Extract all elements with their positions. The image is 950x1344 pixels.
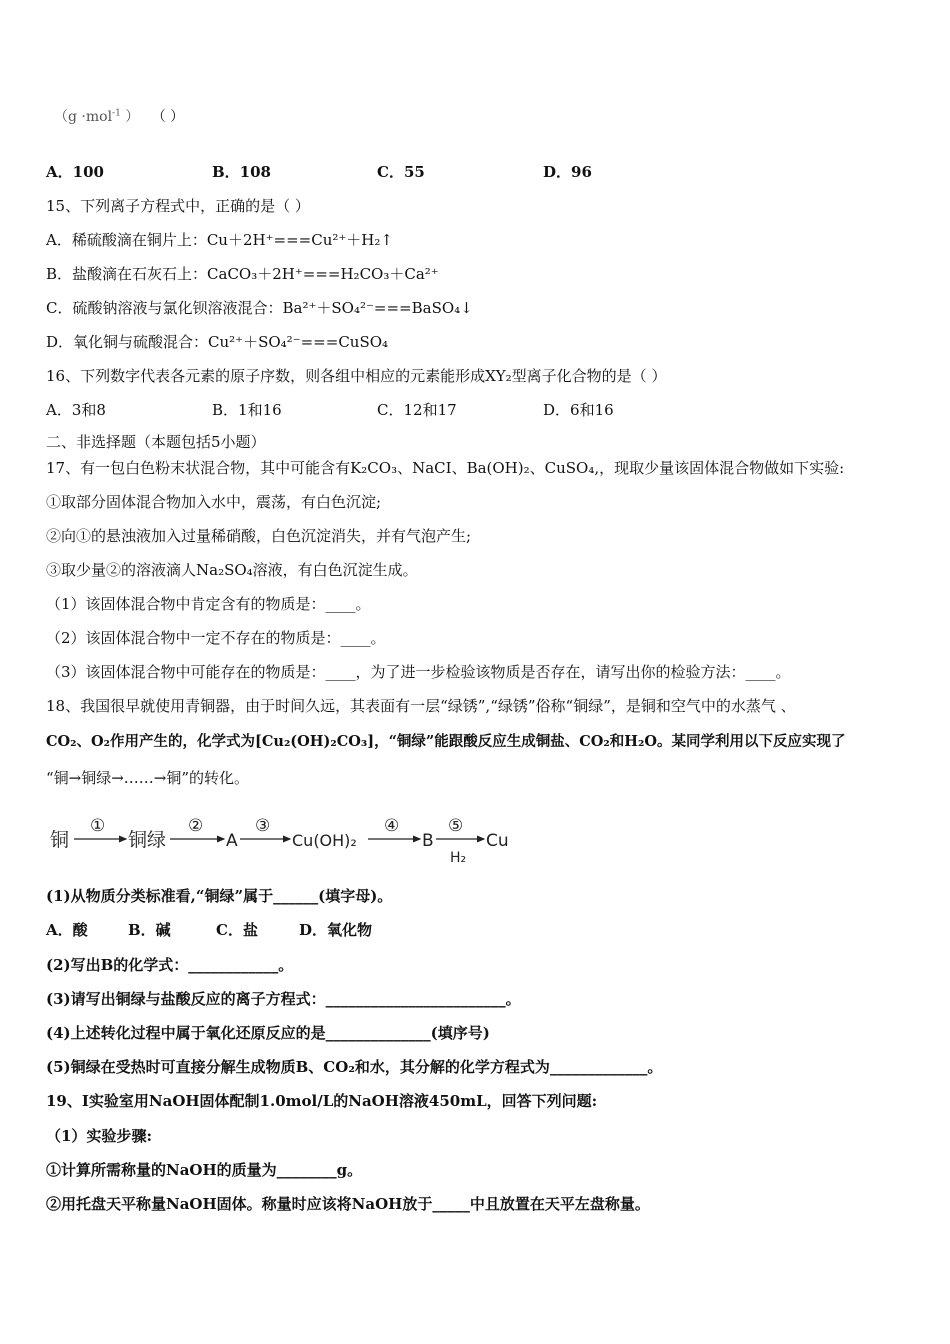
diagram-node-tonglv: 铜绿 <box>128 829 167 851</box>
q18-option-b: B．碱 <box>128 921 171 939</box>
q14-option-b: B．108 <box>212 163 271 181</box>
q18-line-1: 18、我国很早就使用青铜器，由于时间久远，其表面有一层“绿锈”,“绿锈”俗称“铜绿”，是铜和空气中的水蒸气 、 <box>46 697 796 715</box>
reaction-diagram <box>50 812 520 868</box>
q16-option-d: D．6和16 <box>543 401 614 419</box>
diagram-step-2: ② <box>188 816 204 836</box>
diagram-step-5: ⑤ <box>448 816 464 836</box>
diagram-node-cu-final: Cu <box>486 831 509 851</box>
q19-step-2: ②用托盘天平称量NaOH固体。称量时应该将NaOH放于_____中且放置在天平左盘称量。 <box>46 1195 650 1213</box>
diagram-reagent-h2: H₂ <box>450 850 467 866</box>
q17-step-2: ②向①的悬浊液加入过量稀硝酸，白色沉淀消失，并有气泡产生; <box>46 527 472 545</box>
diagram-step-3: ③ <box>255 816 271 836</box>
diagram-node-cu: 铜 <box>50 829 70 851</box>
q18-sub-5: (5)铜绿在受热时可直接分解生成物质B、CO₂和水，其分解的化学方程式为_____________。 <box>46 1058 663 1076</box>
diagram-step-4: ④ <box>384 816 400 836</box>
q18-option-c: C．盐 <box>216 921 258 939</box>
diagram-step-1: ① <box>90 816 106 836</box>
q15-option-c: C．硫酸钠溶液与氯化钡溶液混合：Ba²⁺＋SO₄²⁻===BaSO₄↓ <box>46 299 473 317</box>
diagram-node-b: B <box>422 831 434 851</box>
q14-options <box>46 162 592 182</box>
diagram-node-cuoh2: Cu(OH)₂ <box>292 831 357 850</box>
q17-sub-2: （2）该固体混合物中一定不存在的物质是：____。 <box>46 629 386 647</box>
unit-exponent: -1 <box>112 108 121 119</box>
unit-paren-close: ） <box>125 109 140 125</box>
q18-sub-3: (3)请写出铜绿与盐酸反应的离子方程式：________________________。 <box>46 990 521 1008</box>
q17-step-3: ③取少量②的溶液滴人Na₂SO₄溶液，有白色沉淀生成。 <box>46 561 418 579</box>
q19-sub-1: （1）实验步骤: <box>46 1127 152 1145</box>
q17-step-1: ①取部分固体混合物加入水中，震荡，有白色沉淀; <box>46 493 382 511</box>
q18-line-3: “铜→铜绿→……→铜”的转化。 <box>46 769 250 787</box>
q14-option-a: A．100 <box>46 163 104 181</box>
q16-options <box>46 400 614 420</box>
q18-sub-4: (4)上述转化过程中属于氧化还原反应的是______________(填序号) <box>46 1024 490 1042</box>
q18-sub-1: (1)从物质分类标准看,“铜绿”属于______(填字母)。 <box>46 887 393 905</box>
answer-paren: （ ） <box>151 109 185 125</box>
diagram-node-a: A <box>226 831 238 851</box>
q18-option-a: A．酸 <box>46 921 88 939</box>
section-heading: 二、非选择题（本题包括5小题） <box>46 433 266 451</box>
q16-stem: 16、下列数字代表各元素的原子序数，则各组中相应的元素能形成XY₂型离子化合物的是（ ） <box>46 367 667 385</box>
q18-sub-1-options <box>46 920 372 940</box>
unit-line: （g ·mol$^{-1}$ ） （ ） <box>54 108 185 125</box>
q16-option-c: C．12和17 <box>377 401 457 419</box>
q18-line-2: CO₂、O₂作用产生的，化学式为[Cu₂(OH)₂CO₃]，“铜绿”能跟酸反应生成铜盐、CO₂和H₂O。某同学利用以下反应实现了 <box>46 733 846 750</box>
q18-option-d: D．氧化物 <box>299 921 373 939</box>
q15-stem: 15、下列离子方程式中，正确的是（ ） <box>46 197 310 215</box>
q19-stem: 19、I实验室用NaOH固体配制1.0mol/L的NaOH溶液450mL，回答下列问题: <box>46 1092 598 1110</box>
q19-step-1: ①计算所需称量的NaOH的质量为________g。 <box>46 1161 363 1179</box>
q16-option-a: A．3和8 <box>46 401 106 419</box>
q15-option-b: B．盐酸滴在石灰石上：CaCO₃＋2H⁺===H₂CO₃＋Ca²⁺ <box>46 265 439 283</box>
q16-option-b: B．1和16 <box>212 401 282 419</box>
q17-sub-3: （3）该固体混合物中可能存在的物质是：____，为了进一步检验该物质是否存在，请写出你的检验方法：____。 <box>46 663 791 681</box>
q17-sub-1: （1）该固体混合物中肯定含有的物质是：____。 <box>46 595 371 613</box>
q17-stem: 17、有一包白色粉末状混合物，其中可能含有K₂CO₃、NaCI、Ba(OH)₂、CuSO₄,，现取少量该固体混合物做如下实验: <box>46 459 845 477</box>
q14-option-c: C．55 <box>377 163 425 181</box>
q15-option-a: A．稀硫酸滴在铜片上：Cu＋2H⁺===Cu²⁺＋H₂↑ <box>46 231 393 249</box>
q14-option-d: D．96 <box>543 163 592 181</box>
q18-sub-2: (2)写出B的化学式：____________。 <box>46 956 294 974</box>
q15-option-d: D．氧化铜与硫酸混合：Cu²⁺＋SO₄²⁻===CuSO₄ <box>46 333 389 351</box>
unit-base: g ·mol <box>68 109 113 125</box>
